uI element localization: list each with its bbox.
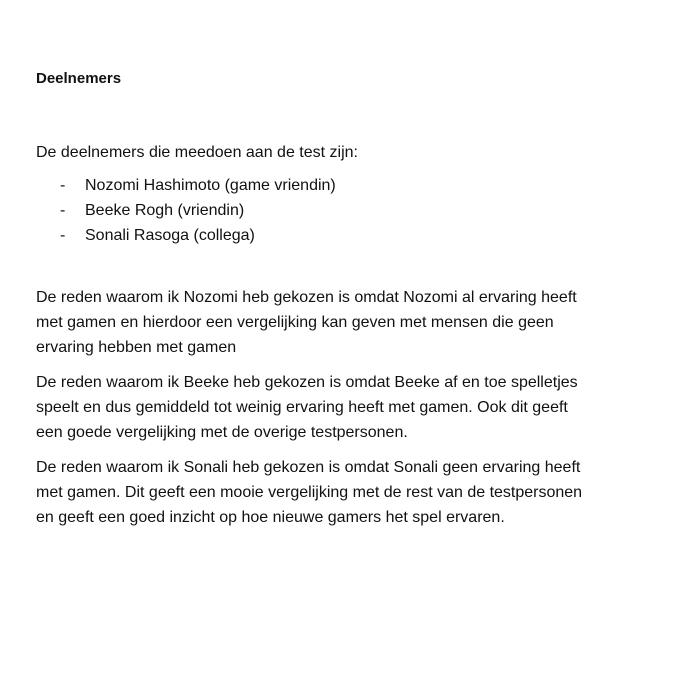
participant-name: Sonali Rasoga (collega) xyxy=(85,227,255,244)
paragraph-line: met gamen en hierdoor een vergelijking kan geven met mensen die geen xyxy=(36,314,554,331)
paragraph-beeke xyxy=(36,370,656,445)
paragraph-line: De reden waarom ik Sonali heb gekozen is omdat Sonali geen ervaring heeft xyxy=(36,459,581,476)
list-marker: - xyxy=(60,202,66,219)
list-item xyxy=(60,225,336,250)
paragraph-line: ervaring hebben met gamen xyxy=(36,339,237,356)
paragraph-nozomi xyxy=(36,285,656,360)
participant-list xyxy=(60,175,336,250)
paragraph-line: De reden waarom ik Beeke heb gekozen is omdat Beeke af en toe spelletjes xyxy=(36,374,578,391)
paragraph-line: met gamen. Dit geeft een mooie vergelijking met de rest van de testpersonen xyxy=(36,484,583,501)
paragraph-line: een goede vergelijking met de overige testpersonen. xyxy=(36,424,408,441)
list-item xyxy=(60,175,336,200)
list-marker: - xyxy=(60,227,66,244)
participant-name: Nozomi Hashimoto (game vriendin) xyxy=(85,177,336,194)
paragraph-line: De reden waarom ik Nozomi heb gekozen is omdat Nozomi al ervaring heeft xyxy=(36,289,577,306)
intro-text: De deelnemers die meedoen aan de test zijn: xyxy=(36,144,358,161)
list-item xyxy=(60,200,336,225)
paragraph-sonali xyxy=(36,455,656,530)
paragraph-line: speelt en dus gemiddeld tot weinig ervaring heeft met gamen. Ook dit geeft xyxy=(36,399,568,416)
list-marker: - xyxy=(60,177,66,194)
section-heading: Deelnemers xyxy=(36,70,122,87)
participant-name: Beeke Rogh (vriendin) xyxy=(85,202,245,219)
paragraph-line: en geeft een goed inzicht op hoe nieuwe gamers het spel ervaren. xyxy=(36,509,505,526)
